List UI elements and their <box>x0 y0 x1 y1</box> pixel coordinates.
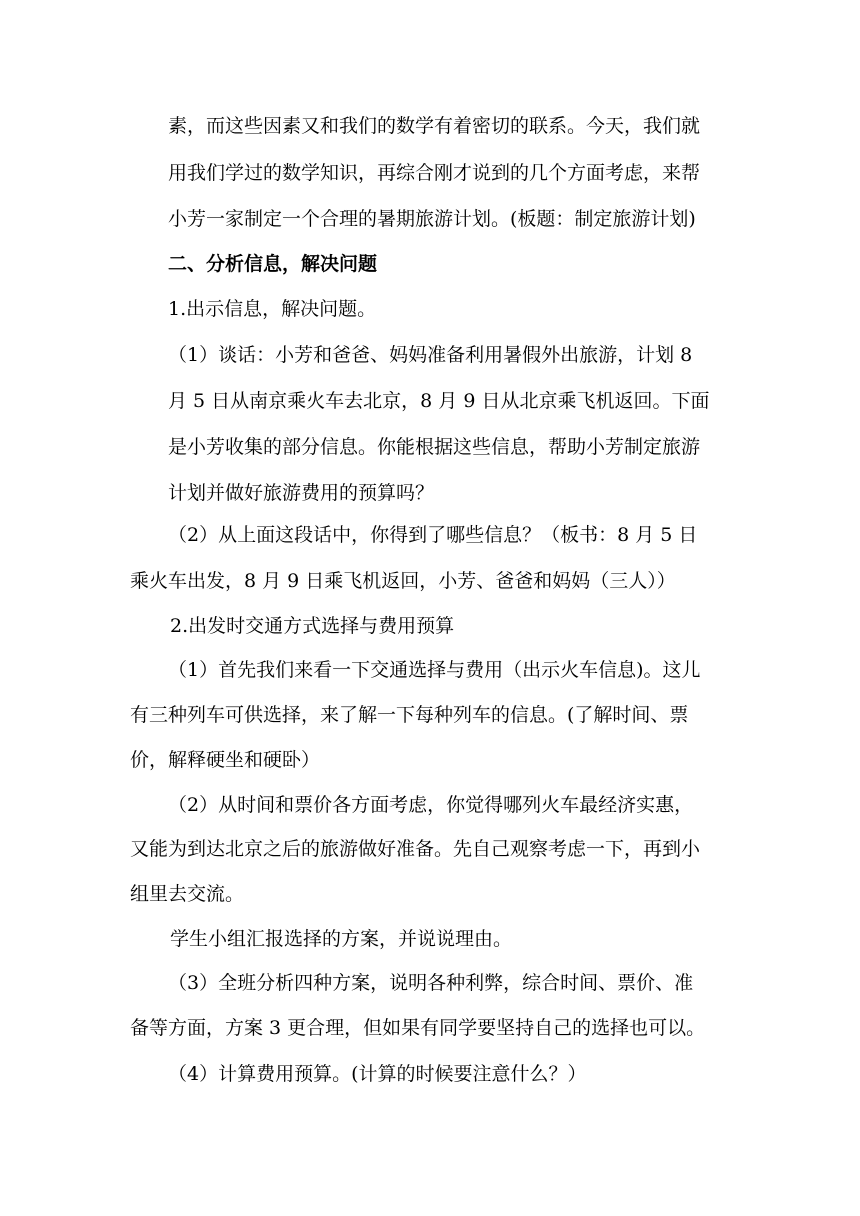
paragraph-line: （3）全班分析四种方案，说明各种利弊，综合时间、票价、准 <box>168 972 694 994</box>
paragraph-line: 组里去交流。 <box>130 883 245 905</box>
paragraph-line: 素，而这些因素又和我们的数学有着密切的联系。今天，我们就 <box>168 115 701 137</box>
paragraph-line: 是小芳收集的部分信息。你能根据这些信息，帮助小芳制定旅游 <box>168 436 701 458</box>
paragraph-line: （1）谈话：小芳和爸爸、妈妈准备利用暑假外出旅游，计划 8 <box>168 344 693 366</box>
paragraph-line: 计划并做好旅游费用的预算吗？ <box>168 482 435 504</box>
paragraph-line: 小芳一家制定一个合理的暑期旅游计划。(板题：制定旅游计划) <box>168 208 696 230</box>
paragraph-line: 乘火车出发，8 月 9 日乘飞机返回，小芳、爸爸和妈妈（三人）） <box>130 570 676 592</box>
paragraph-line: 有三种列车可供选择，来了解一下每种列车的信息。(了解时间、票 <box>130 704 689 726</box>
paragraph-line: 学生小组汇报选择的方案，并说说理由。 <box>170 928 513 950</box>
paragraph-line: 备等方面，方案 3 更合理，但如果有同学要坚持自己的选择也可以。 <box>130 1017 706 1039</box>
paragraph-line: 又能为到达北京之后的旅游做好准备。先自己观察考虑一下，再到小 <box>130 838 701 860</box>
section-heading: 二、分析信息，解决问题 <box>168 253 378 275</box>
paragraph-line: （2）从上面这段话中，你得到了哪些信息？（板书：8 月 5 日 <box>168 524 698 546</box>
paragraph-line: 用我们学过的数学知识，再综合刚才说到的几个方面考虑，来帮 <box>168 162 701 184</box>
paragraph-line: 月 5 日从南京乘火车去北京，8 月 9 日从北京乘飞机返回。下面 <box>168 390 710 412</box>
paragraph-line: （1）首先我们来看一下交通选择与费用（出示火车信息)。这儿 <box>168 659 701 681</box>
paragraph-line: （2）从时间和票价各方面考虑，你觉得哪列火车最经济实惠， <box>168 794 694 816</box>
paragraph-line: 价，解释硬坐和硬卧） <box>130 749 321 771</box>
subsection-heading: 1.出示信息，解决问题。 <box>168 298 377 320</box>
paragraph-line: （4）计算费用预算。(计算的时候要注意什么？） <box>168 1063 587 1085</box>
subsection-heading: 2.出发时交通方式选择与费用预算 <box>170 615 455 637</box>
